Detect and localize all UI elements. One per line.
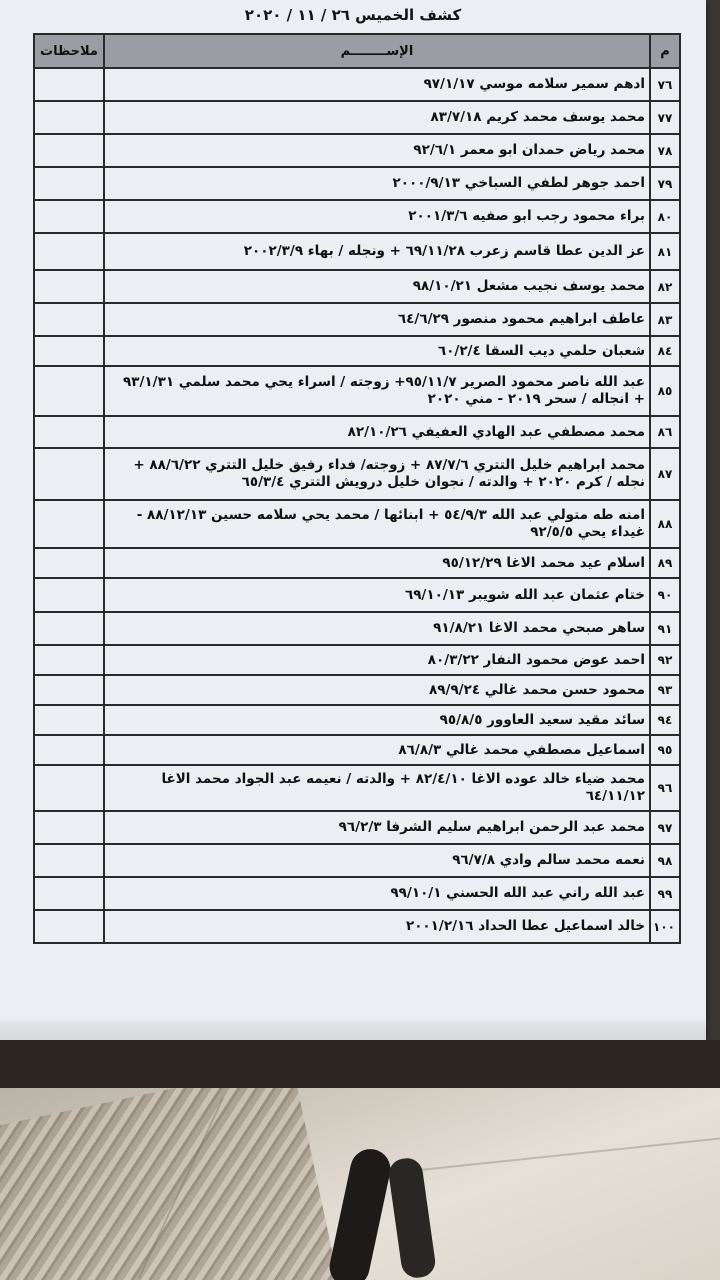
row-notes <box>34 500 104 548</box>
table-row <box>34 270 680 303</box>
row-name: ساهر صبحي محمد الاغا ٩١/٨/٢١ <box>104 612 650 645</box>
table-header-row <box>34 34 680 68</box>
row-number: ٩٥ <box>650 735 680 765</box>
table-row <box>34 877 680 910</box>
row-name: احمد جوهر لطفي السباخي ٢٠٠٠/٩/١٣ <box>104 167 650 200</box>
row-name: ختام عثمان عبد الله شويبر ٦٩/١٠/١٣ <box>104 578 650 612</box>
table-row <box>34 233 680 270</box>
row-number: ٨٥ <box>650 366 680 416</box>
row-name: اسماعيل مصطفي محمد غالي ٨٦/٨/٣ <box>104 735 650 765</box>
row-name: محمد عبد الرحمن ابراهيم سليم الشرفا ٩٦/٢/٣ <box>104 811 650 844</box>
row-name: احمد عوض محمود النفار ٨٠/٣/٢٢ <box>104 645 650 675</box>
row-name: عبد الله ناصر محمود الصرير ٩٥/١١/٧+ زوجته / اسراء يحي محمد سلمي ٩٣/١/٣١ + انجاله / سحر ٢٠١٩ - مني ٢٠٢٠ <box>104 366 650 416</box>
row-number: ٩٧ <box>650 811 680 844</box>
row-notes <box>34 645 104 675</box>
table-row <box>34 416 680 448</box>
column-header-name: الإســــــــم <box>104 34 650 68</box>
table-row <box>34 675 680 705</box>
row-number: ٧٦ <box>650 68 680 101</box>
page-title: كشف الخميس ٢٦ / ١١ / ٢٠٢٠ <box>244 6 462 24</box>
table-row <box>34 167 680 200</box>
row-number: ٨٩ <box>650 548 680 578</box>
row-name: سائد مقيد سعيد العاوور ٩٥/٨/٥ <box>104 705 650 735</box>
row-number: ٩٨ <box>650 844 680 877</box>
row-name: محمد يوسف محمد كريم ٨٣/٧/١٨ <box>104 101 650 134</box>
table-row <box>34 303 680 336</box>
row-notes <box>34 68 104 101</box>
column-header-number: م <box>650 34 680 68</box>
table-row <box>34 910 680 943</box>
names-table <box>33 33 681 944</box>
row-number: ٩٠ <box>650 578 680 612</box>
row-name: عاطف ابراهيم محمود منصور ٦٤/٦/٢٩ <box>104 303 650 336</box>
row-notes <box>34 303 104 336</box>
table-row <box>34 336 680 366</box>
row-number: ٩٩ <box>650 877 680 910</box>
row-name: نعمه محمد سالم وادي ٩٦/٧/٨ <box>104 844 650 877</box>
row-notes <box>34 366 104 416</box>
row-notes <box>34 167 104 200</box>
table-row <box>34 811 680 844</box>
table-row <box>34 645 680 675</box>
row-name: امنه طه متولي عبد الله ٥٤/٩/٣ + ابنائها / محمد يحي سلامه حسين ٨٨/١٢/١٣ - غيداء يحي ٩٢/٥/٥ <box>104 500 650 548</box>
row-number: ١٠٠ <box>650 910 680 943</box>
row-name: اسلام عيد محمد الاغا ٩٥/١٢/٢٩ <box>104 548 650 578</box>
row-number: ٩٢ <box>650 645 680 675</box>
row-notes <box>34 910 104 943</box>
row-number: ٨٨ <box>650 500 680 548</box>
row-number: ٨١ <box>650 233 680 270</box>
row-notes <box>34 448 104 500</box>
table-row <box>34 68 680 101</box>
row-name: محمد ابراهيم خليل التتري ٨٧/٧/٦ + زوجته/ فداء رفيق خليل التتري ٨٨/٦/٢٢ + نجله / كرم ٢٠٢٠ + والدته / نجوان خليل درويش التتري ٦٥/٣/٤ <box>104 448 650 500</box>
row-number: ٩١ <box>650 612 680 645</box>
row-notes <box>34 675 104 705</box>
row-number: ٧٩ <box>650 167 680 200</box>
row-name: محمود حسن محمد غالي ٨٩/٩/٢٤ <box>104 675 650 705</box>
table-row <box>34 134 680 167</box>
column-header-notes: ملاحظات <box>34 34 104 68</box>
row-number: ٨٦ <box>650 416 680 448</box>
row-name: محمد مصطفي عبد الهادي العفيفي ٨٢/١٠/٢٦ <box>104 416 650 448</box>
row-name: خالد اسماعيل عطا الحداد ٢٠٠١/٢/١٦ <box>104 910 650 943</box>
row-notes <box>34 134 104 167</box>
row-notes <box>34 765 104 811</box>
row-name: براء محمود رجب ابو صفيه ٢٠٠١/٣/٦ <box>104 200 650 233</box>
table-row <box>34 705 680 735</box>
row-notes <box>34 200 104 233</box>
table-row <box>34 200 680 233</box>
row-notes <box>34 548 104 578</box>
row-name: ادهم سمير سلامه موسي ٩٧/١/١٧ <box>104 68 650 101</box>
row-number: ٧٨ <box>650 134 680 167</box>
row-notes <box>34 101 104 134</box>
row-notes <box>34 578 104 612</box>
row-name: محمد ضياء خالد عوده الاغا ٨٢/٤/١٠ + والدته / نعيمه عبد الجواد محمد الاغا ٦٤/١١/١٢ <box>104 765 650 811</box>
row-notes <box>34 844 104 877</box>
floor-background <box>0 1088 720 1280</box>
row-number: ٨٢ <box>650 270 680 303</box>
row-name: محمد رياض حمدان ابو معمر ٩٢/٦/١ <box>104 134 650 167</box>
chair-leg-shadow <box>326 1145 394 1280</box>
table-row <box>34 548 680 578</box>
table-row <box>34 500 680 548</box>
row-name: شعبان حلمي ديب السقا ٦٠/٢/٤ <box>104 336 650 366</box>
row-number: ٨٣ <box>650 303 680 336</box>
table-row <box>34 366 680 416</box>
row-name: عز الدين عطا قاسم زعرب ٦٩/١١/٢٨ + ونجله / بهاء ٢٠٠٢/٣/٩ <box>104 233 650 270</box>
table-edge <box>0 1040 720 1090</box>
row-notes <box>34 877 104 910</box>
table-row <box>34 448 680 500</box>
rug-pattern <box>0 1088 340 1280</box>
row-notes <box>34 336 104 366</box>
row-number: ٩٦ <box>650 765 680 811</box>
row-number: ٩٤ <box>650 705 680 735</box>
row-notes <box>34 811 104 844</box>
table-row <box>34 735 680 765</box>
row-number: ٨٤ <box>650 336 680 366</box>
table-row <box>34 612 680 645</box>
row-notes <box>34 233 104 270</box>
table-row <box>34 765 680 811</box>
row-number: ٨٠ <box>650 200 680 233</box>
row-name: محمد يوسف نجيب مشعل ٩٨/١٠/٢١ <box>104 270 650 303</box>
tile-seam <box>421 1127 720 1171</box>
table-row <box>34 101 680 134</box>
table-row <box>34 578 680 612</box>
row-notes <box>34 612 104 645</box>
row-number: ٧٧ <box>650 101 680 134</box>
row-number: ٨٧ <box>650 448 680 500</box>
row-notes <box>34 270 104 303</box>
row-notes <box>34 705 104 735</box>
row-number: ٩٣ <box>650 675 680 705</box>
row-notes <box>34 416 104 448</box>
row-notes <box>34 735 104 765</box>
row-name: عبد الله راني عبد الله الحسني ٩٩/١٠/١ <box>104 877 650 910</box>
chair-leg-shadow <box>387 1156 437 1280</box>
table-row <box>34 844 680 877</box>
